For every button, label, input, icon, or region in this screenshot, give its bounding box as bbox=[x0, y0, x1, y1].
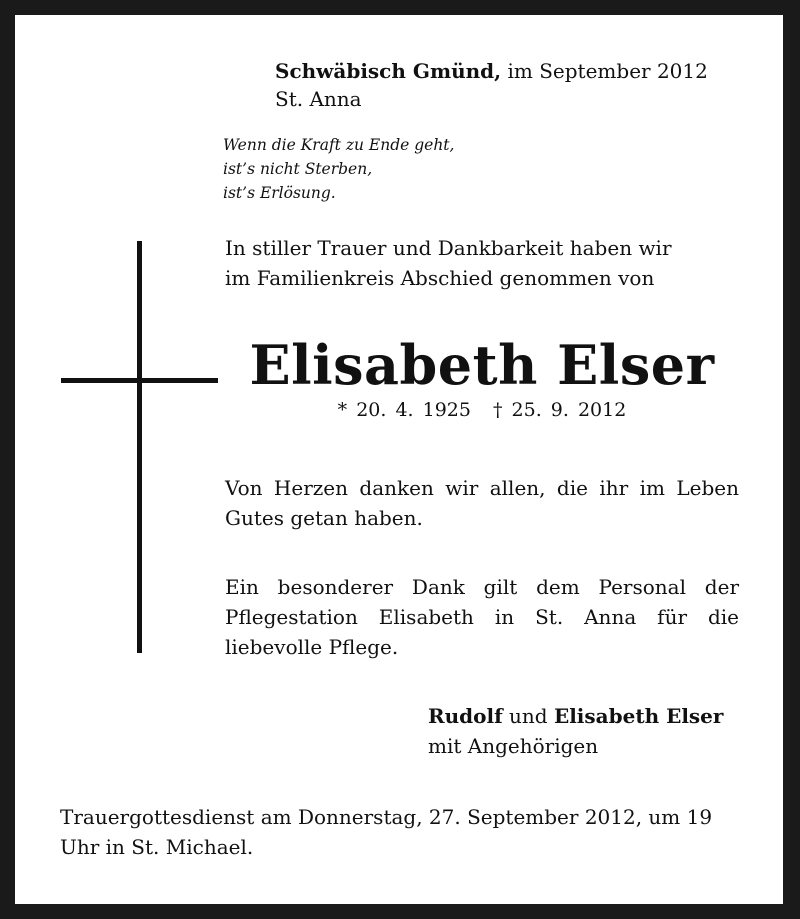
signature-name-2: Elisabeth Elser bbox=[553, 704, 724, 728]
signature-line-2: mit Angehörigen bbox=[428, 734, 599, 758]
obituary-notice bbox=[15, 15, 783, 904]
intro-text bbox=[225, 233, 739, 293]
signature-connector: und bbox=[502, 704, 554, 728]
quote bbox=[223, 133, 454, 205]
intro-line-2: im Familienkreis Abschied genommen von bbox=[225, 266, 655, 290]
cross-horizontal-bar bbox=[61, 378, 218, 383]
death-date: † 25. 9. 2012 bbox=[493, 399, 627, 421]
header bbox=[275, 57, 708, 113]
signature-names bbox=[428, 701, 723, 731]
funeral-service-info: Trauergottesdienst am Donnerstag, 27. September 2012, um 19 Uhr in St. Michael. bbox=[60, 805, 713, 859]
cross-vertical-bar bbox=[137, 241, 142, 653]
birth-date: * 20. 4. 1925 bbox=[337, 399, 471, 421]
header-date: im September 2012 bbox=[501, 59, 708, 83]
quote-line-1: Wenn die Kraft zu Ende geht, bbox=[223, 136, 455, 154]
header-city: Schwäbisch Gmünd, bbox=[275, 59, 502, 83]
quote-line-2: ist’s nicht Sterben, bbox=[223, 160, 373, 178]
deceased-name: Elisabeth Elser bbox=[249, 333, 715, 397]
quote-line-3: ist’s Erlösung. bbox=[223, 184, 336, 202]
signature bbox=[428, 701, 723, 761]
intro-line-1: In stiller Trauer und Dankbarkeit haben wir bbox=[225, 236, 672, 260]
thanks-paragraph-1: Von Herzen danken wir allen, die ihr im Leben Gutes getan haben. bbox=[225, 476, 739, 530]
thanks-paragraph-2: Ein besonderer Dank gilt dem Personal der Pflegestation Elisabeth in St. Anna für die liebevolle Pflege. bbox=[225, 575, 739, 659]
life-dates bbox=[225, 397, 739, 423]
header-location-date bbox=[275, 57, 708, 85]
header-place: St. Anna bbox=[275, 87, 362, 111]
signature-name-1: Rudolf bbox=[428, 704, 503, 728]
